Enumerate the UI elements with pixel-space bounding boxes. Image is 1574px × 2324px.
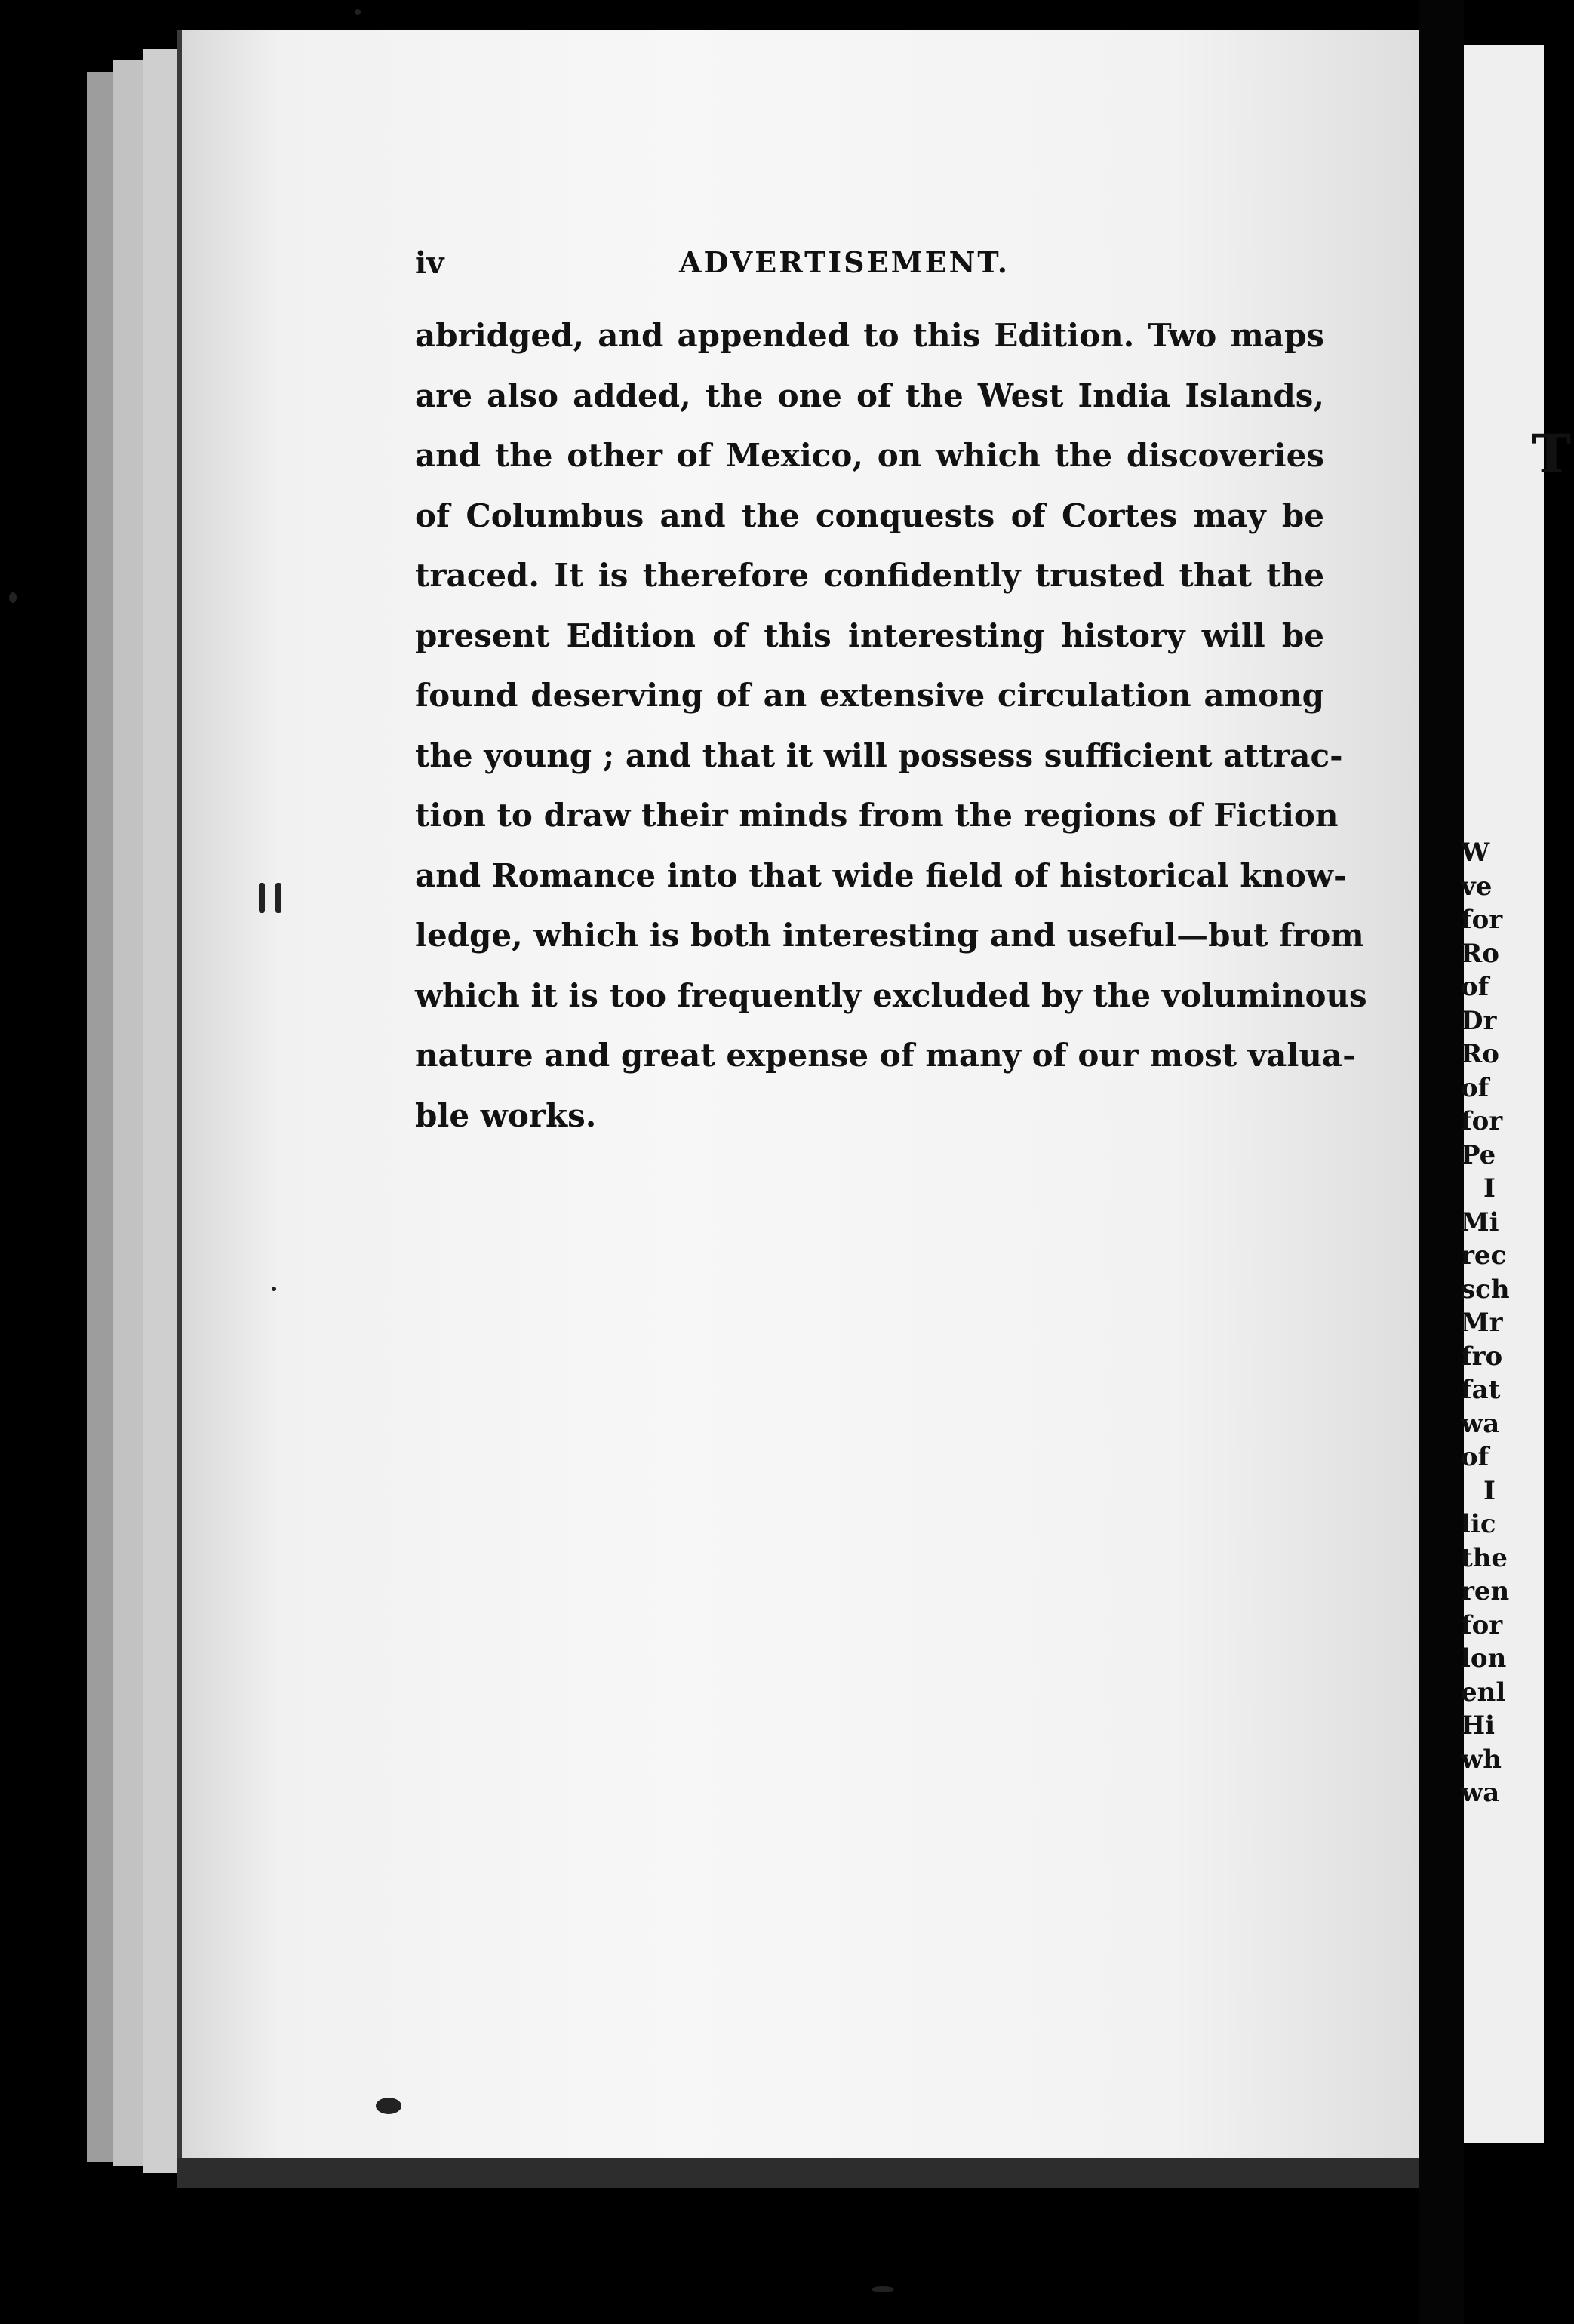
facing-page-text-fragment: Mi [1461,1207,1499,1237]
facing-page-text-fragment: lon [1461,1643,1507,1674]
page-header [415,245,1324,290]
text-line: of Columbus and the conquests of Cortes may be [415,496,1324,534]
text-line: which it is too frequently excluded by the voluminous [415,976,1367,1014]
facing-page-text-fragment: ren [1461,1576,1510,1606]
facing-page-text-fragment: of [1461,972,1489,1002]
running-head: ADVERTISEMENT. [679,245,1010,279]
text-line: and Romance into that wide field of historical know- [415,856,1347,894]
text-line: ble works. [415,1096,597,1134]
facing-page-text-fragment: I [1483,1475,1496,1506]
text-line: and the other of Mexico, on which the discoveries [415,437,1324,474]
body-text [415,306,1367,1145]
facing-page-text-fragment: of [1461,1442,1489,1472]
text-line: present Edition of this interesting history will be [415,616,1324,654]
text-line: tion to draw their minds from the regions of Fiction [415,797,1339,834]
facing-page-text-fragment: for [1461,1609,1503,1640]
ink-speck [872,2286,894,2292]
facing-page-text-fragment: for [1461,1106,1503,1136]
ink-speck [355,9,361,15]
facing-page-text-fragment: Ro [1461,938,1499,969]
text-line: found deserving of an extensive circulation among [415,677,1324,714]
facing-page-text-fragment: wh [1461,1744,1502,1775]
text-line: are also added, the one of the West India Islands, [415,377,1324,414]
facing-page-text-fragment: ve [1461,871,1493,902]
ink-speck [376,2098,401,2114]
text-line: ledge, which is both interesting and useful—but from [415,917,1364,954]
facing-page-text-fragment: rec [1461,1240,1507,1271]
facing-page-text-fragment: Hi [1461,1711,1496,1741]
text-line: the young ; and that it will possess sufficient attrac- [415,736,1343,774]
facing-page-text-fragment: for [1461,905,1503,935]
facing-page-text-fragment: Pe [1461,1139,1496,1170]
ink-speck [272,1286,276,1291]
facing-page-text-fragment: wa [1461,1408,1500,1439]
facing-page-text-fragment: enl [1461,1677,1506,1708]
ink-speck [259,883,265,913]
facing-page-text-fragment: the [1461,1542,1508,1573]
facing-page-text-fragment: lic [1461,1509,1496,1539]
facing-page-initial: T [1532,423,1572,485]
facing-page-text-fragment: fro [1461,1341,1503,1372]
facing-page-text-fragment: W [1461,838,1490,868]
facing-page-text-fragment: Mr [1461,1308,1503,1338]
facing-page-text-fragment: sch [1461,1274,1510,1305]
facing-page-text-fragment: Dr [1461,1005,1497,1036]
text-line: nature and great expense of many of our most valua- [415,1037,1356,1074]
text-line: abridged, and appended to this Edition. Two maps [415,317,1324,354]
text-line: traced. It is therefore confidently trusted that the [415,557,1324,594]
facing-page-text-fragment: of [1461,1072,1489,1103]
facing-page-text-fragment: fat [1461,1375,1501,1405]
page-number: iv [415,245,444,281]
facing-page-text-fragment: Ro [1461,1039,1499,1069]
ink-speck [9,592,17,603]
book-gutter [1419,0,1464,2324]
facing-page-fragment [1461,45,1572,2143]
ink-speck [275,883,281,913]
facing-page-text-fragment: I [1483,1173,1496,1204]
page-bottom-shadow [177,2158,1419,2188]
facing-page-text-fragment: wa [1461,1778,1500,1808]
